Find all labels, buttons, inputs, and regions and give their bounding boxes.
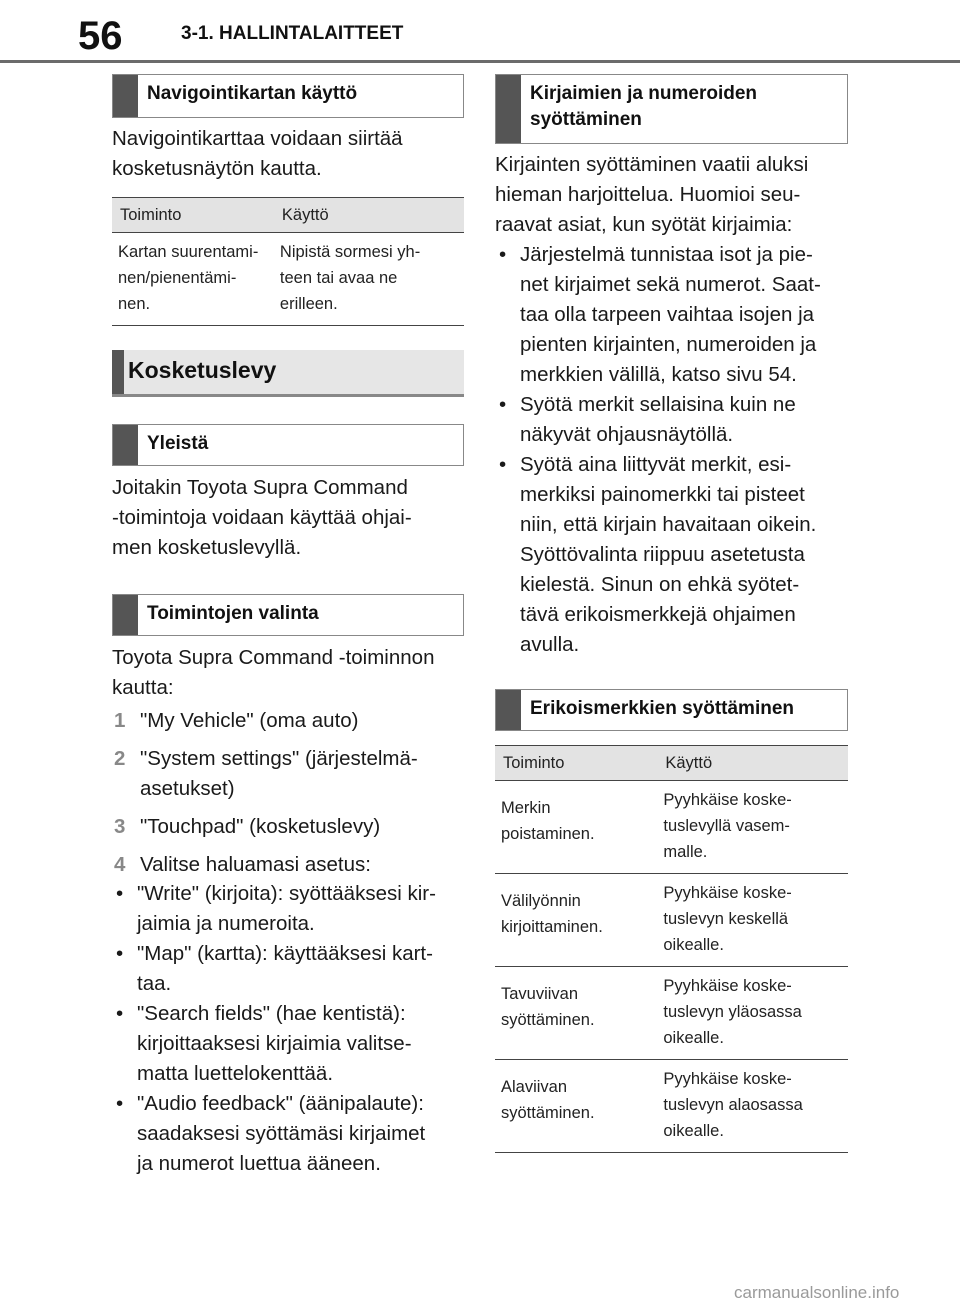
list-item: • Järjestelmä tunnistaa isot ja pie- net kirjaimet sekä numerot. Saat- taa olla tarpeen vaihtaa isojen ja pienten kirjainten, numeroiden ja merkkien välillä, katso sivu 54. xyxy=(499,243,821,386)
cell-action: Tavuviivan syöttäminen. xyxy=(495,967,657,1060)
column-header-usage: Käyttö xyxy=(657,746,848,781)
section-heading-navigation xyxy=(112,74,464,118)
section-heading-special-chars xyxy=(495,689,848,731)
step-number: 2 xyxy=(114,747,126,770)
step-item: 4 Valitse haluamasi asetus: xyxy=(112,850,464,880)
cell-usage: Nipistä sormesi yh- teen tai avaa ne erilleen. xyxy=(274,233,464,326)
list-item: • Syötä merkit sellaisina kuin ne näkyvät ohjausnäytöllä. xyxy=(499,393,796,446)
step-item: 3 "Touchpad" (kosketuslevy) xyxy=(112,812,464,842)
heading-text: Toimintojen valinta xyxy=(147,603,319,624)
chapter-title: 3-1. HALLINTALAITTEET xyxy=(181,23,404,44)
cell-usage: Pyyhkäise koske- tuslevyllä vasem- malle. xyxy=(657,781,848,874)
general-paragraph: Joitakin Toyota Supra Command -toimintoja voidaan käyttää ohjai- men kosketuslevyllä. xyxy=(112,476,412,559)
table-row xyxy=(495,967,848,1060)
steps-list xyxy=(112,706,464,880)
page-number: 56 xyxy=(78,14,123,58)
heading-text: Kosketuslevy xyxy=(128,357,277,383)
table-row xyxy=(495,1060,848,1153)
heading-text: Erikoismerkkien syöttäminen xyxy=(530,698,794,719)
column-header-action: Toiminto xyxy=(112,198,274,233)
navigation-paragraph: Navigointikarttaa voidaan siirtää kosketusnäytön kautta. xyxy=(112,127,403,180)
list-item: • "Write" (kirjoita): syöttääksesi kir- jaimia ja numeroita. xyxy=(116,882,436,935)
navigation-table xyxy=(112,197,464,326)
step-number: 4 xyxy=(114,853,126,876)
step-item: 2 "System settings" (järjestelmä- asetukset) xyxy=(112,744,464,804)
section-heading-touchpad xyxy=(112,350,464,397)
list-item: • "Search fields" (hae kentistä): kirjoittaaksesi kirjaimia valitse- matta luettelokenttää. xyxy=(116,1002,412,1085)
list-item: • Syötä aina liittyvät merkit, esi- merkiksi painomerkki tai pisteet niin, että kirjain havaitaan oikein. Syöttövalinta riippuu asetetusta kielestä. Sinun on ehkä syötet- tävä erikoismerkkejä ohjaimen avulla. xyxy=(499,453,817,656)
table-row xyxy=(112,233,464,326)
header-divider xyxy=(0,60,960,63)
page-header xyxy=(0,0,960,64)
column-header-usage: Käyttö xyxy=(274,198,464,233)
cell-action: Kartan suurentami- nen/pienentämi- nen. xyxy=(112,233,274,326)
letters-paragraph: Kirjainten syöttäminen vaatii aluksi hieman harjoittelua. Huomioi seu- raavat asiat, kun syötät kirjaimia: xyxy=(495,153,809,236)
section-heading-letters-numbers xyxy=(495,74,848,144)
heading-text: Navigointikartan käyttö xyxy=(147,83,358,104)
step-item: 1 "My Vehicle" (oma auto) xyxy=(112,706,464,736)
function-select-intro: Toyota Supra Command -toiminnon kautta: xyxy=(112,646,435,699)
column-header-action: Toiminto xyxy=(495,746,657,781)
heading-text: Yleistä xyxy=(147,433,209,454)
list-item: • "Map" (kartta): käyttääksesi kart- taa. xyxy=(116,942,433,995)
cell-action: Alaviivan syöttäminen. xyxy=(495,1060,657,1153)
cell-action: Välilyönnin kirjoittaminen. xyxy=(495,874,657,967)
section-heading-general xyxy=(112,424,464,466)
letters-bullet-list xyxy=(495,240,848,660)
cell-usage: Pyyhkäise koske- tuslevyn yläosassa oikealle. xyxy=(657,967,848,1060)
table-row xyxy=(495,874,848,967)
table-header-row xyxy=(495,746,848,781)
cell-action: Merkin poistaminen. xyxy=(495,781,657,874)
cell-usage: Pyyhkäise koske- tuslevyn alaosassa oikealle. xyxy=(657,1060,848,1153)
step-number: 1 xyxy=(114,709,126,732)
settings-bullet-list xyxy=(112,879,464,1179)
section-heading-function-select xyxy=(112,594,464,636)
table-header-row xyxy=(112,198,464,233)
list-item: • "Audio feedback" (äänipalaute): saadaksesi syöttämäsi kirjaimet ja numerot luettua ääneen. xyxy=(116,1092,426,1175)
step-number: 3 xyxy=(114,815,126,838)
heading-text: Kirjaimien ja numeroiden syöttäminen xyxy=(530,83,757,130)
table-row xyxy=(495,781,848,874)
special-chars-table xyxy=(495,745,848,1153)
watermark-text: carmanualsonline.info xyxy=(734,1283,900,1302)
cell-usage: Pyyhkäise koske- tuslevyn keskellä oikealle. xyxy=(657,874,848,967)
